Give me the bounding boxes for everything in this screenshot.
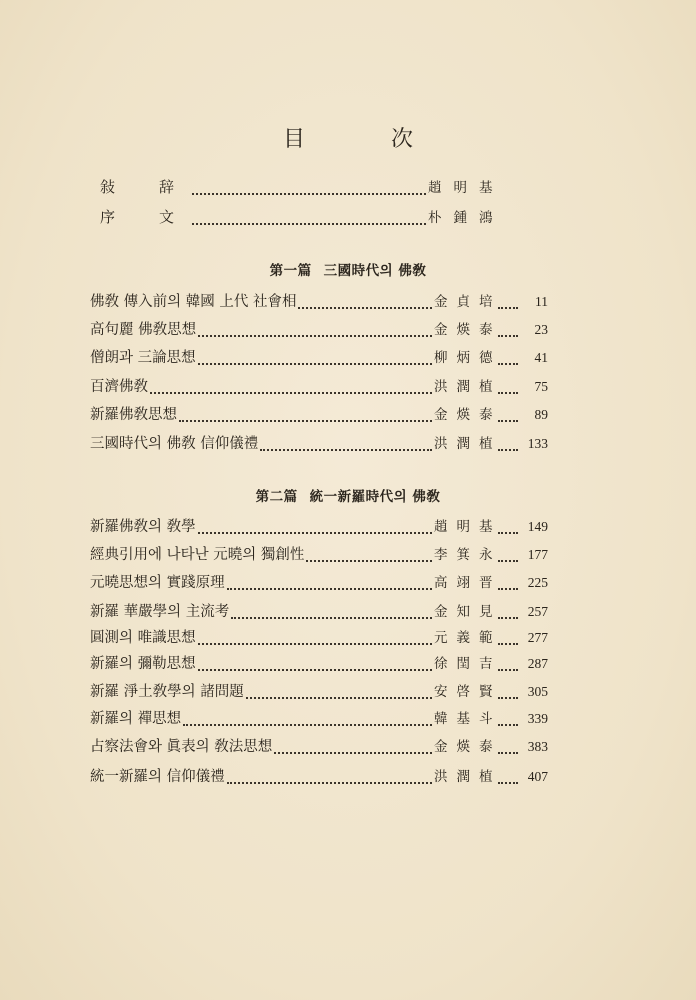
section-heading-1 [0, 259, 696, 279]
toc-entry-title: 元曉思想의 實踐原理 [90, 575, 225, 591]
toc-entry-title: 新羅佛敎思想 [90, 407, 177, 423]
page-title [0, 122, 696, 153]
toc-entry-author: 洪潤植 [434, 436, 502, 452]
leader-dots [498, 410, 518, 422]
section-title: 三國時代의 佛敎 [323, 263, 427, 279]
toc-entry-page: 23 [534, 322, 548, 337]
toc-entry-page: 257 [527, 604, 548, 619]
leader-dots [192, 213, 426, 225]
toc-entry-title: 新羅佛敎의 敎學 [90, 519, 196, 535]
leader-dots [260, 439, 432, 451]
toc-entry-page: 407 [527, 769, 548, 784]
toc-entry-page: 339 [527, 711, 548, 726]
leader-dots [198, 325, 432, 337]
toc-entry-title: 僧朗과 三論思想 [90, 350, 196, 366]
toc-entry-title: 統一新羅의 信仰儀禮 [90, 769, 225, 785]
section-title: 統一新羅時代의 佛敎 [309, 489, 441, 505]
leader-dots [192, 183, 426, 195]
leader-dots [498, 687, 518, 699]
toc-entry-title: 序文 [100, 208, 219, 226]
leader-dots [298, 297, 432, 309]
leader-dots [498, 742, 518, 754]
toc-entry-title: 新羅 淨土敎學의 諸問題 [90, 684, 244, 700]
toc-entry-page: 287 [527, 656, 548, 671]
toc-entry-page: 149 [527, 519, 548, 534]
toc-entry[interactable] [90, 571, 548, 595]
toc-entry-title: 佛敎 傳入前의 韓國 上代 社會相 [90, 294, 297, 310]
toc-entry-title: 新羅의 禪思想 [90, 711, 182, 727]
toc-entry[interactable] [90, 652, 548, 676]
leader-dots [227, 772, 432, 784]
toc-entry-author: 高翊晋 [434, 575, 502, 591]
toc-entry-author: 韓基斗 [434, 711, 502, 727]
toc-entry[interactable] [90, 346, 548, 370]
toc-entry-author: 元義範 [434, 630, 502, 646]
toc-entry-title: 高句麗 佛敎思想 [90, 322, 197, 338]
toc-entry-author: 洪潤植 [434, 379, 502, 395]
leader-dots [198, 353, 432, 365]
toc-entry-title: 百濟佛敎 [90, 379, 148, 395]
leader-dots [198, 633, 432, 645]
toc-entry-title: 圓測의 唯識思想 [90, 630, 196, 646]
leader-dots [498, 714, 518, 726]
leader-dots [246, 687, 432, 699]
toc-prelim-preface[interactable] [100, 206, 505, 230]
toc-entry-page: 41 [534, 350, 548, 365]
leader-dots [198, 522, 432, 534]
toc-entry[interactable] [90, 680, 548, 704]
toc-prelim-foreword[interactable] [100, 176, 505, 200]
toc-entry-author: 金煐泰 [434, 407, 502, 423]
title-char-1: 目 [282, 127, 305, 152]
toc-entry[interactable] [90, 600, 548, 624]
leader-dots [498, 382, 518, 394]
leader-dots [498, 578, 518, 590]
leader-dots [498, 772, 518, 784]
section-heading-2 [0, 485, 696, 505]
toc-entry-author: 洪潤植 [434, 769, 502, 785]
toc-entry-page: 277 [527, 630, 548, 645]
leader-dots [274, 742, 432, 754]
toc-entry-page: 225 [527, 575, 548, 590]
toc-entry-author: 李箕永 [434, 547, 502, 563]
leader-dots [498, 607, 518, 619]
toc-entry-title: 新羅의 彌勒思想 [90, 656, 196, 672]
toc-entry[interactable] [90, 375, 548, 399]
leader-dots [498, 659, 518, 671]
leader-dots [498, 550, 518, 562]
leader-dots [498, 633, 518, 645]
toc-entry-author: 朴鍾鴻 [428, 210, 505, 226]
leader-dots [150, 382, 432, 394]
toc-entry-page: 89 [534, 407, 548, 422]
toc-entry-author: 金煐泰 [434, 739, 502, 755]
toc-entry-title: 敍辞 [100, 178, 219, 196]
toc-entry[interactable] [90, 543, 548, 567]
toc-entry-page: 383 [527, 739, 548, 754]
leader-dots [179, 410, 432, 422]
toc-entry-page: 305 [527, 684, 548, 699]
toc-entry-author: 柳炳德 [434, 350, 502, 366]
leader-dots [498, 439, 518, 451]
leader-dots [183, 714, 432, 726]
toc-entry-author: 趙明基 [428, 180, 505, 196]
leader-dots [498, 353, 518, 365]
toc-entry-title: 新羅 華嚴學의 主流考 [90, 604, 230, 620]
leader-dots [498, 522, 518, 534]
section-number: 第一篇 [269, 263, 312, 279]
toc-entry-page: 11 [535, 294, 548, 309]
title-char-2: 次 [391, 127, 414, 152]
toc-entry-title: 經典引用에 나타난 元曉의 獨創性 [90, 547, 305, 563]
leader-dots [498, 325, 518, 337]
toc-entry-author: 金煐泰 [434, 322, 502, 338]
toc-entry-title: 占察法會와 眞表의 敎法思想 [90, 739, 273, 755]
leader-dots [306, 550, 432, 562]
leader-dots [198, 659, 432, 671]
toc-entry-author: 趙明基 [434, 519, 502, 535]
toc-entry-author: 金知見 [434, 604, 502, 620]
leader-dots [227, 578, 432, 590]
toc-entry-page: 177 [527, 547, 548, 562]
toc-entry[interactable] [90, 707, 548, 731]
toc-entry-author: 安啓賢 [434, 684, 502, 700]
toc-entry[interactable] [90, 626, 548, 650]
toc-entry-page: 75 [534, 379, 548, 394]
toc-entry-author: 金貞培 [434, 294, 502, 310]
toc-entry-author: 徐閏吉 [434, 656, 502, 672]
toc-entry-page: 133 [527, 436, 548, 451]
toc-entry[interactable] [90, 432, 548, 456]
toc-entry[interactable] [90, 765, 548, 789]
toc-entry[interactable] [90, 735, 548, 759]
leader-dots [231, 607, 432, 619]
toc-entry[interactable] [90, 290, 548, 314]
toc-entry[interactable] [90, 318, 548, 342]
toc-entry-title: 三國時代의 佛敎 信仰儀禮 [90, 436, 259, 452]
toc-entry[interactable] [90, 515, 548, 539]
section-number: 第二篇 [255, 489, 298, 505]
toc-entry[interactable] [90, 403, 548, 427]
leader-dots [498, 297, 518, 309]
